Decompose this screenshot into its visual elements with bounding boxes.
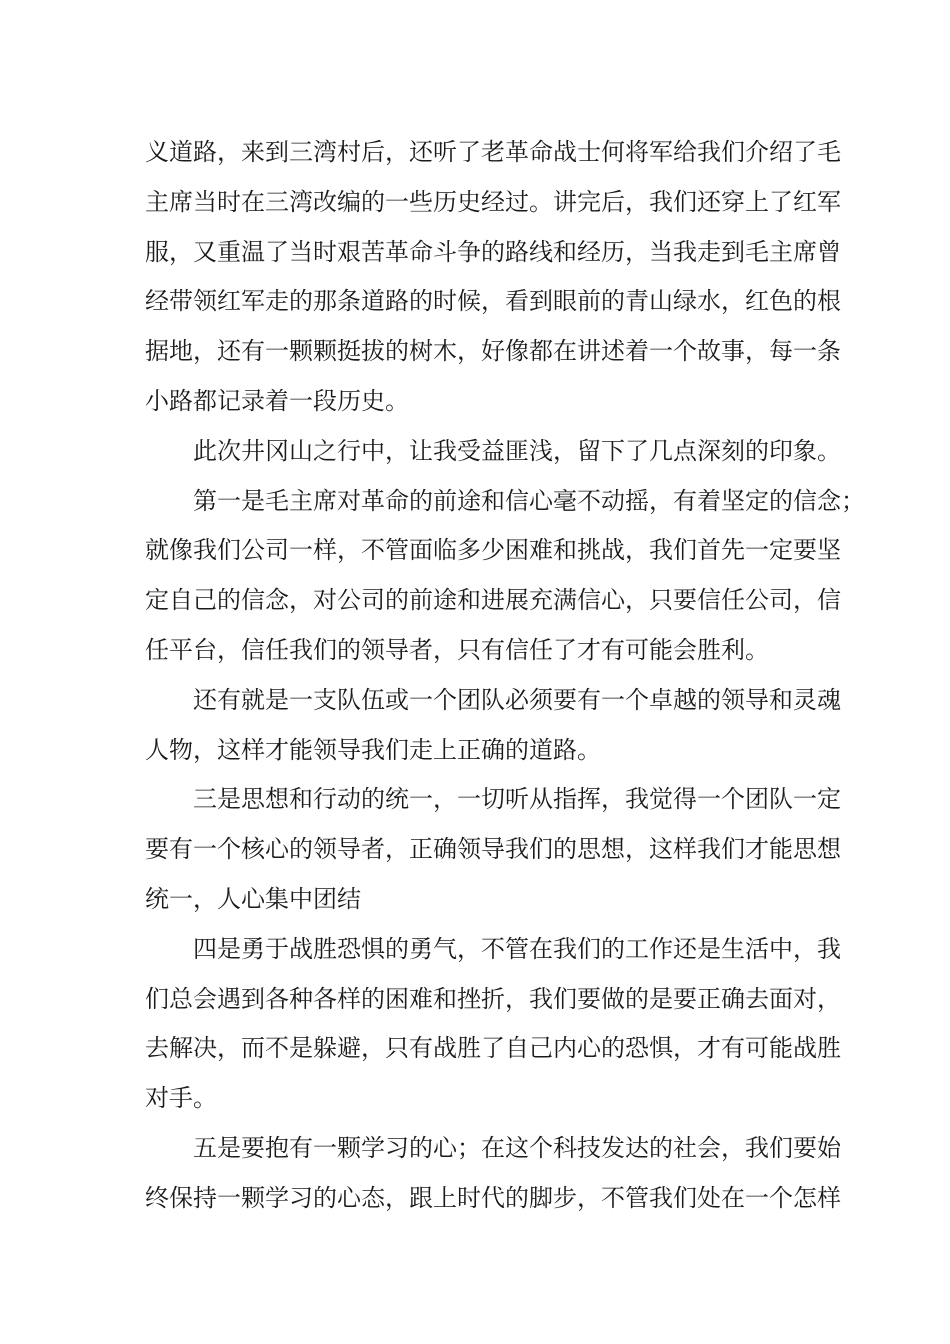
text-line: 还有就是一支队伍或一个团队必须要有一个卓越的领导和灵魂 xyxy=(193,685,841,714)
text-line: 此次井冈山之行中，让我受益匪浅，留下了几点深刻的印象。 xyxy=(193,436,841,465)
text-line: 第一是毛主席对革命的前途和信心毫不动摇，有着坚定的信念； xyxy=(193,486,865,515)
text-line: 要有一个核心的领导者，正确领导我们的思想，这样我们才能思想 xyxy=(145,835,841,864)
text-line: 经带领红军走的那条道路的时候，看到眼前的青山绿水，红色的根 xyxy=(145,287,841,316)
text-line: 服，又重温了当时艰苦革命斗争的路线和经历，当我走到毛主席曾 xyxy=(145,237,841,266)
text-line: 去解决，而不是躲避，只有战胜了自己内心的恐惧，才有可能战胜 xyxy=(145,1034,841,1063)
text-line: 终保持一颗学习的心态，跟上时代的脚步，不管我们处在一个怎样 xyxy=(145,1183,841,1212)
text-line: 人物，这样才能领导我们走上正确的道路。 xyxy=(145,735,601,764)
text-line: 主席当时在三湾改编的一些历史经过。讲完后，我们还穿上了红军 xyxy=(145,187,841,216)
text-line: 小路都记录着一段历史。 xyxy=(145,386,409,415)
text-line: 统一，人心集中团结 xyxy=(145,884,361,913)
text-line: 五是要抱有一颗学习的心；在这个科技发达的社会，我们要始 xyxy=(193,1133,841,1162)
body-text xyxy=(145,128,865,1224)
text-line: 任平台，信任我们的领导者，只有信任了才有可能会胜利。 xyxy=(145,635,769,664)
text-line: 四是勇于战胜恐惧的勇气，不管在我们的工作还是生活中，我 xyxy=(193,934,841,963)
text-line: 们总会遇到各种各样的困难和挫折，我们要做的是要正确去面对， xyxy=(145,984,841,1013)
text-line: 据地，还有一颗颗挺拔的树木，好像都在讲述着一个故事，每一条 xyxy=(145,337,841,366)
text-line: 就像我们公司一样，不管面临多少困难和挑战，我们首先一定要坚 xyxy=(145,536,841,565)
text-line: 对手。 xyxy=(145,1084,217,1113)
text-line: 三是思想和行动的统一，一切听从指挥，我觉得一个团队一定 xyxy=(193,785,841,814)
text-line: 定自己的信念，对公司的前途和进展充满信心，只要信任公司，信 xyxy=(145,586,841,615)
text-line: 义道路，来到三湾村后，还听了老革命战士何将军给我们介绍了毛 xyxy=(145,138,841,166)
